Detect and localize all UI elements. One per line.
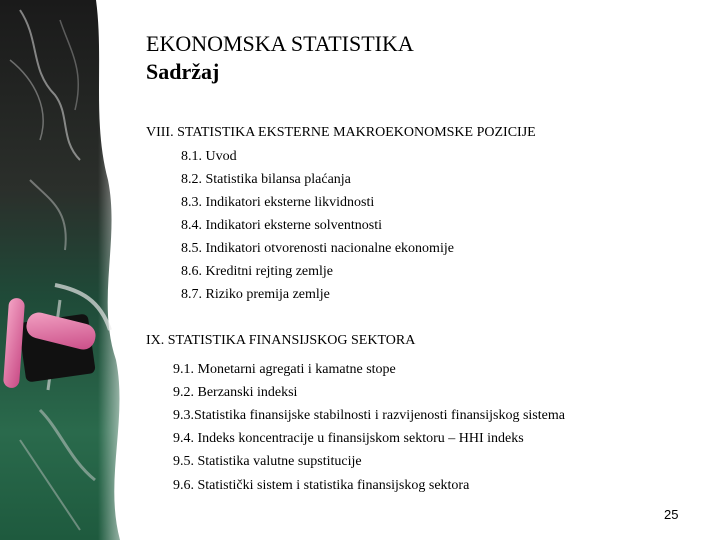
list-item: 9.1. Monetarni agregati i kamatne stope xyxy=(173,362,396,377)
list-item: 8.5. Indikatori otvorenosti nacionalne ekonomije xyxy=(181,241,454,256)
list-item: 8.2. Statistika bilansa plaćanja xyxy=(181,172,351,187)
list-item: 9.2. Berzanski indeksi xyxy=(173,385,298,400)
page-number: 25 xyxy=(664,507,679,522)
slide-subtitle: Sadržaj xyxy=(146,59,220,84)
chalkboard-image xyxy=(0,0,140,540)
slide-title: EKONOMSKA STATISTIKA xyxy=(146,31,414,56)
list-item: 8.6. Kreditni rejting zemlje xyxy=(181,264,334,279)
list-item: 9.6. Statistički sistem i statistika finansijskog sektora xyxy=(173,478,470,493)
list-item: 8.1. Uvod xyxy=(181,149,237,164)
list-item: 8.3. Indikatori eksterne likvidnosti xyxy=(181,195,375,210)
list-item: 8.4. Indikatori eksterne solventnosti xyxy=(181,218,383,233)
list-item: 9.3.Statistika finansijske stabilnosti i razvijenosti finansijskog sistema xyxy=(173,408,565,423)
list-item: 9.4. Indeks koncentracije u finansijskom sektoru – HHI indeks xyxy=(173,431,524,446)
list-item: 8.7. Riziko premija zemlje xyxy=(181,287,330,302)
section-heading: VIII. STATISTIKA EKSTERNE MAKROEKONOMSKE POZICIJE xyxy=(146,125,536,140)
list-item: 9.5. Statistika valutne supstitucije xyxy=(173,454,362,469)
section-heading: IX. STATISTIKA FINANSIJSKOG SEKTORA xyxy=(146,333,416,348)
